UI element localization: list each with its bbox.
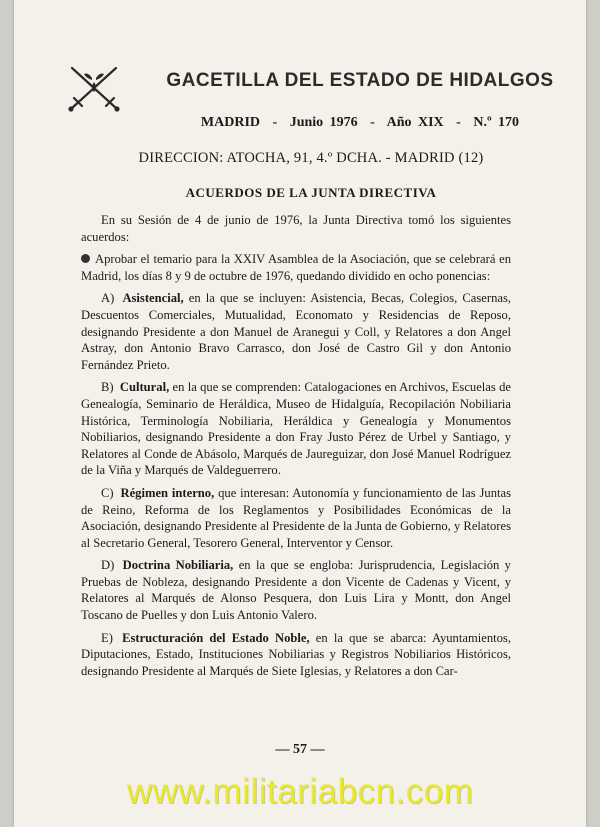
article-heading: ACUERDOS DE LA JUNTA DIRECTIVA (185, 185, 437, 200)
section-text: en la que se incluyen: Asistencia, Becas, Colegios, Casernas, Descuentos Comerciales, Mutualidad, Economato y Residencias de Reposo, designando Presidente a don Manuel de Aranegui y Coll, y Relatores a don Angel Astray, don Antonio Bravo Carrasco, don José de Castro Gil y don Antonio Fernández Prieto. (81, 291, 512, 372)
section-c (81, 485, 511, 551)
address-line: DIRECCION: ATOCHA, 91, 4.º DCHA. - MADRID (12) (138, 150, 484, 166)
issue-separator: - (456, 115, 461, 130)
intro-paragraph: En su Sesión de 4 de junio de 1976, la Junta Directiva tomó los siguientes acuerdos: (81, 213, 511, 244)
issue-city: MADRID (200, 115, 261, 130)
section-text: en la que se engloba: Jurisprudencia, Legislación y Pruebas de Nobleza, designando Presidente a don Vicente de Cadenas y Vicent, y Relatores al Marqués de Alonso Pesquera, don Luis Lira y Montt, don Angel Toscano de Puelles y don Luis Antonio Valero. (81, 558, 511, 623)
issue-date: Junio 1976 (289, 115, 358, 130)
section-label: B) (101, 380, 114, 395)
section-text: en la que se abarca: Ayuntamientos, Diputaciones, Estado, Instituciones Nobiliarias y Registros Nobiliarios Históricos, designando Presidente al Marqués de Siete Iglesias, y Relatores a don Car- (81, 630, 511, 678)
section-text: que interesan: Autonomía y funcionamiento de las Juntas de Reino, Reforma de los Reglamentos y Posibilidades Económicas de la Asociación, designando Presidente al Presidente de la Junta de Gobierno, y Relatores al Secretario General, Tesorero General, Interventor y Censor. (81, 485, 511, 550)
section-b (81, 379, 511, 479)
section-text: en la que se comprenden: Catalogaciones en Archivos, Escuelas de Genealogía, Seminario de Heráldica, Museo de Hidalguía, Recopilación Nobiliaria Histórica, Terminología Nobiliaria, Heráldica y Genealogía y Monumentos Nobiliarios, designando Presidente a don Fray Justo Pérez de Urbel y Santiago, y Relatores al Conde de Abásolo, Marqués de Jaureguizar, don José Manuel Rodríguez de la Viña y Marqués de Valdeguerrero. (81, 380, 511, 478)
section-keyword: Estructuración del Estado Noble, (122, 630, 310, 645)
document-page (14, 0, 586, 827)
issue-separator: - (272, 115, 278, 130)
bullet-icon (81, 254, 90, 263)
section-label: E) (101, 630, 113, 645)
section-label: D) (101, 558, 115, 573)
section-keyword: Doctrina Nobiliaria, (122, 558, 234, 573)
section-keyword: Asistencial, (122, 291, 184, 306)
bullet-paragraph (81, 251, 511, 284)
masthead-title: GACETILLA DEL ESTADO DE HIDALGOS (166, 70, 554, 91)
section-a (81, 290, 511, 373)
page-number: — 57 — (275, 742, 325, 757)
issue-year: Año XIX (386, 115, 444, 130)
watermark-text: www.militariabcn.com (126, 772, 474, 811)
crossed-swords-icon (66, 62, 122, 114)
section-d (81, 557, 511, 623)
section-label: C) (101, 485, 114, 500)
article-body (81, 212, 511, 685)
bullet-text: Aprobar el temario para la XXIV Asamblea de la Asociación, que se celebrará en Madrid, los días 8 y 9 de octubre de 1976, quedando dividido en ocho ponencias: (81, 252, 511, 283)
section-e (81, 630, 511, 680)
issue-number: N.º 170 (473, 115, 520, 130)
section-keyword: Régimen interno, (120, 485, 215, 500)
issue-separator: - (370, 115, 375, 130)
section-label: A) (101, 291, 115, 306)
section-keyword: Cultural, (119, 380, 170, 395)
issue-line (150, 115, 570, 131)
